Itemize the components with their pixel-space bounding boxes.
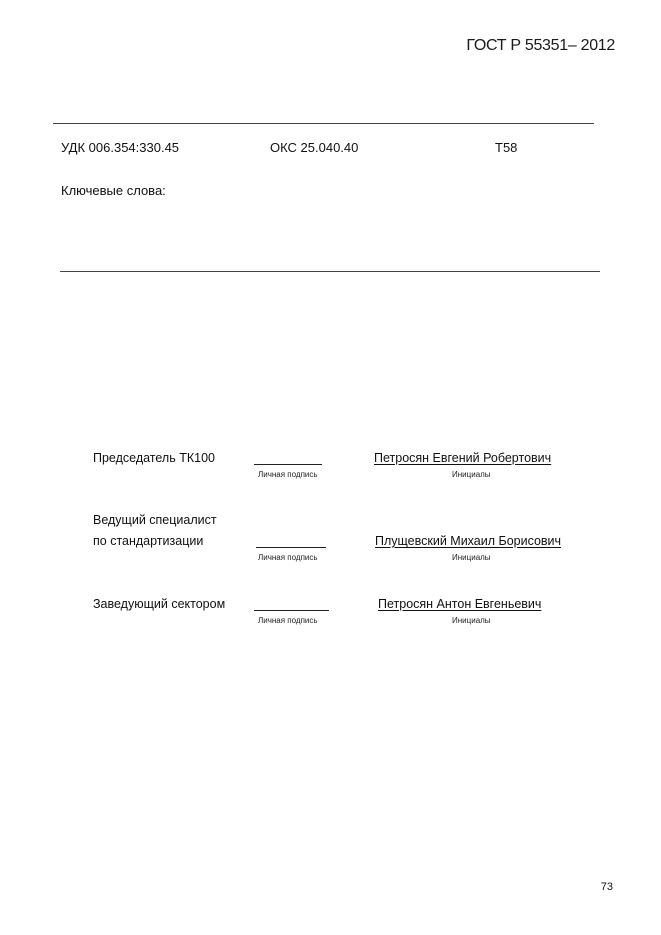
- udk-code: УДК 006.354:330.45: [61, 140, 180, 155]
- signature-caption: Личная подпись: [258, 616, 318, 625]
- signature-line: [254, 464, 322, 465]
- signature-title-line-2: по стандартизации: [93, 534, 204, 548]
- classification-code: Т58: [495, 140, 518, 155]
- top-divider: [53, 123, 594, 124]
- signatory-name: Петросян Антон Евгеньевич: [378, 597, 542, 611]
- oks-code: ОКС 25.040.40: [270, 140, 359, 155]
- signatory-name: Плущевский Михаил Борисович: [375, 534, 562, 548]
- signature-caption: Личная подпись: [258, 470, 318, 479]
- signature-title: Заведующий сектором: [93, 597, 226, 611]
- signature-title: Председатель ТК100: [93, 451, 215, 465]
- signature-title: Ведущий специалист: [93, 513, 217, 527]
- bottom-divider: [60, 271, 600, 272]
- page-number: 73: [600, 881, 613, 893]
- keywords-label: Ключевые слова:: [61, 183, 166, 198]
- initials-caption: Инициалы: [452, 470, 491, 479]
- signatory-name: Петросян Евгений Робертович: [374, 451, 552, 465]
- initials-caption: Инициалы: [452, 553, 491, 562]
- standard-designation: ГОСТ Р 55351– 2012: [466, 37, 615, 54]
- signature-line: [256, 547, 326, 548]
- signature-line: [254, 610, 329, 611]
- signature-caption: Личная подпись: [258, 553, 318, 562]
- initials-caption: Инициалы: [452, 616, 491, 625]
